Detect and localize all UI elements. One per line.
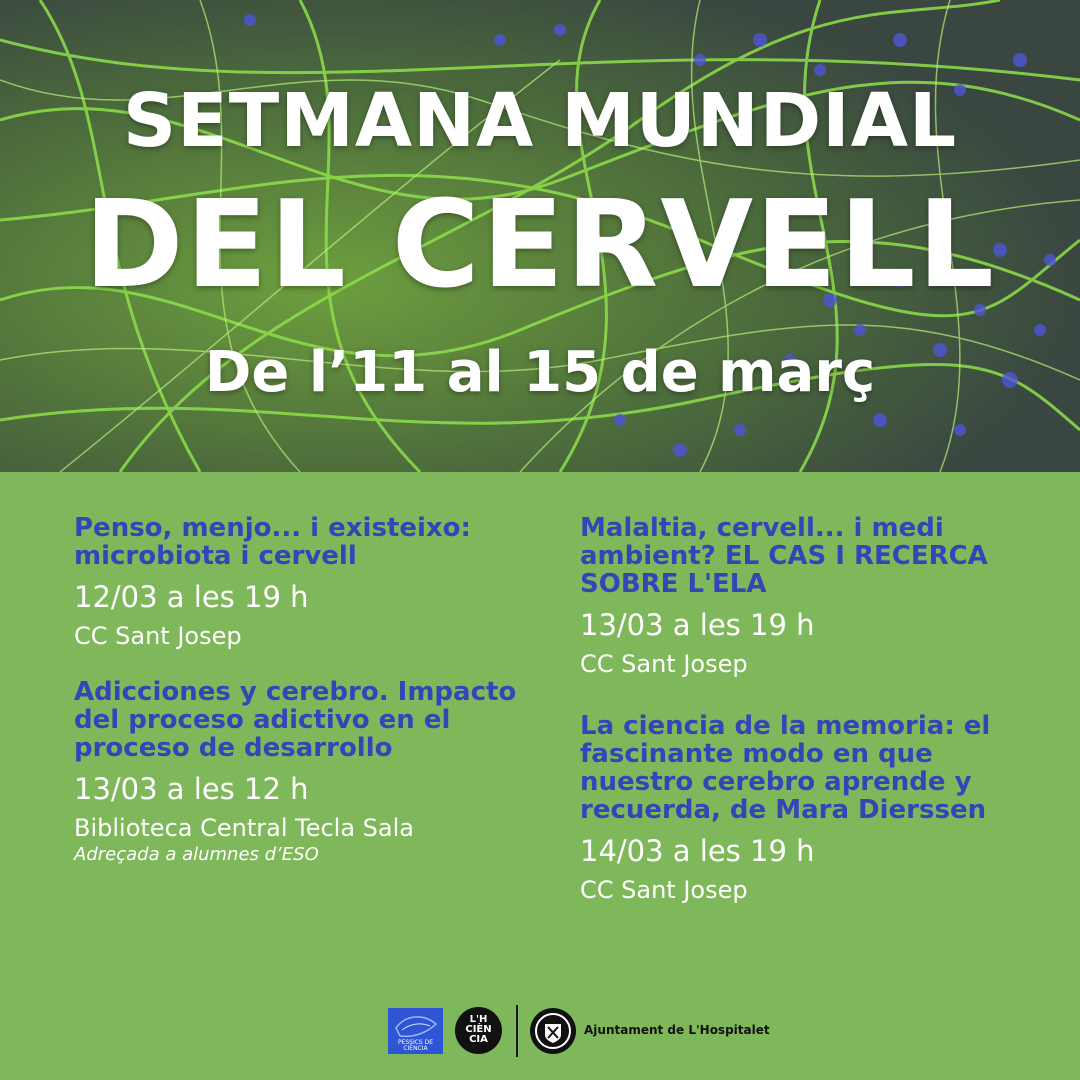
event-card [74,678,534,866]
pessics-de-ciencia-logo [388,1008,443,1054]
event-card [580,514,1040,678]
event-card [74,514,534,650]
ajuntament-crest-icon [530,1008,576,1054]
ajuntament-name: Ajuntament de L'Hospitalet [584,1023,770,1037]
title-line-1: SETMANA MUNDIAL [122,78,958,164]
event-date: 12/03 a les 19 h [74,580,309,614]
event-date: 13/03 a les 12 h [74,772,309,806]
events-column-left [74,514,534,866]
event-place: CC Sant Josep [580,650,748,678]
pessics-label: PESSICS DE CIÈNCIA [397,1039,434,1052]
event-date: 14/03 a les 19 h [580,834,815,868]
hero-banner [0,0,1080,472]
lh-logo-line: L'H [469,1014,488,1025]
event-place: Biblioteca Central Tecla Sala [74,814,414,842]
event-date: 13/03 a les 19 h [580,608,815,642]
event-note: Adreçada a alumnes d’ESO [74,844,319,865]
lh-logo-line: CIÈN [465,1024,492,1035]
lh-ciencia-logo [455,1007,502,1054]
event-title: Malaltia, cervell... i medi ambient? EL CAS I RECERCA SOBRE L'ELA [580,513,988,599]
event-card [580,712,1040,904]
footer-logos [0,1005,1080,1057]
event-place: CC Sant Josep [74,622,242,650]
event-place: CC Sant Josep [580,876,748,904]
events-column-right [580,514,1040,904]
event-title: La ciencia de la memoria: el fascinante modo en que nuestro cerebro aprende y recuerda, de Mara Dierssen [580,711,991,825]
event-title: Adicciones y cerebro. Impacto del proceso adictivo en el proceso de desarrollo [74,677,517,763]
date-range-subtitle: De l’11 al 15 de març [204,340,876,405]
footer-divider [516,1005,518,1057]
event-title: Penso, menjo... i existeixo: microbiota i cervell [74,513,471,571]
title-line-2: DEL CERVELL [83,176,997,315]
lh-logo-line: CIA [469,1034,488,1045]
events-section [0,472,1080,1080]
